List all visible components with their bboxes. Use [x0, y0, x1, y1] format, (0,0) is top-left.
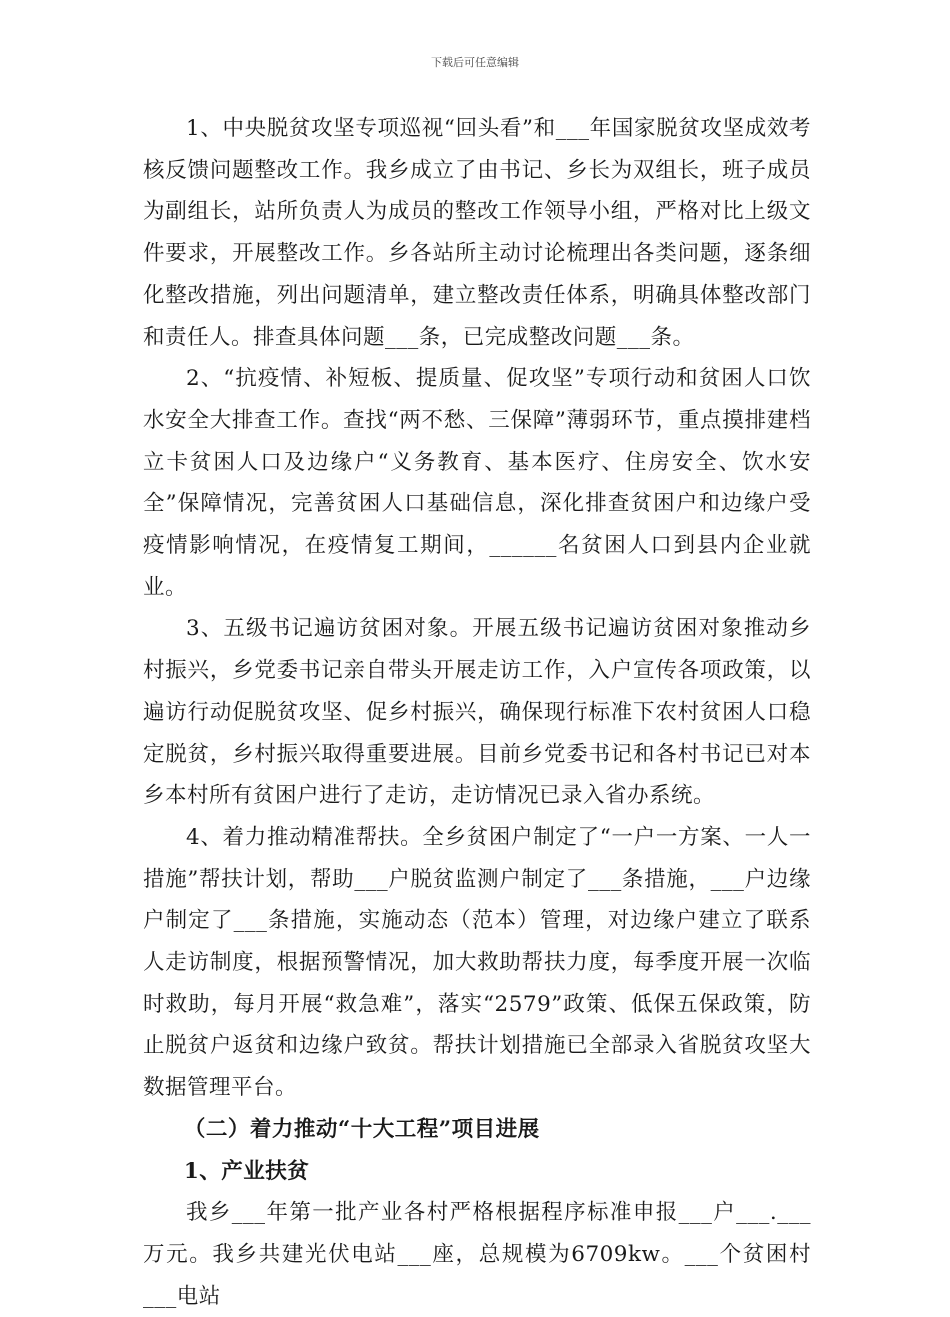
- paragraph-4: 4、着力推动精准帮扶。全乡贫困户制定了“一户一方案、一人一措施”帮扶计划，帮助___户脱贫监测户制定了___条措施，___户边缘户制定了___条措施，实施动态（范本）管理，对边缘户建立了联系人走访制度，根据预警情况，加大救助帮扶力度，每季度开展一次临时救助，每月开展“救急难”，落实“2579”政策、低保五保政策，防止脱贫户返贫和边缘户致贫。帮扶计划措施已全部录入省脱贫攻坚大数据管理平台。: [143, 824, 811, 1101]
- paragraph-1: 1、中央脱贫攻坚专项巡视“回头看”和___年国家脱贫攻坚成效考核反馈问题整改工作。我乡成立了由书记、乡长为双组长，班子成员为副组长，站所负责人为成员的整改工作领导小组，严格对比上级文件要求，开展整改工作。乡各站所主动讨论梳理出各类问题，逐条细化整改措施，列出问题清单，建立整改责任体系，明确具体整改部门和责任人。排查具体问题___条，已完成整改问题___条。: [143, 116, 811, 350]
- document-body: [143, 108, 811, 1317]
- page-header: 下载后可任意编辑: [431, 56, 519, 69]
- paragraph-5: 我乡___年第一批产业各村严格根据程序标准申报___户___.___万元。我乡共建光伏电站___座，总规模为6709kw。___个贫困村___电站: [143, 1200, 811, 1309]
- subsection-heading: 1、产业扶贫: [183, 1158, 310, 1184]
- paragraph-2: 2、“抗疫情、补短板、提质量、促攻坚”专项行动和贫困人口饮水安全大排查工作。查找“两不愁、三保障”薄弱环节，重点摸排建档立卡贫困人口及边缘户“义务教育、基本医疗、住房安全、饮水安全”保障情况，完善贫困人口基础信息，深化排查贫困户和边缘户受疫情影响情况，在疫情复工期间，______名贫困人口到县内企业就业。: [143, 366, 811, 600]
- section-heading: （二）着力推动“十大工程”项目进展: [183, 1116, 540, 1142]
- paragraph-3: 3、五级书记遍访贫困对象。开展五级书记遍访贫困对象推动乡村振兴，乡党委书记亲自带头开展走访工作，入户宣传各项政策，以遍访行动促脱贫攻坚、促乡村振兴，确保现行标准下农村贫困人口稳定脱贫，乡村振兴取得重要进展。目前乡党委书记和各村书记已对本乡本村所有贫困户进行了走访，走访情况已录入省办系统。: [143, 616, 811, 809]
